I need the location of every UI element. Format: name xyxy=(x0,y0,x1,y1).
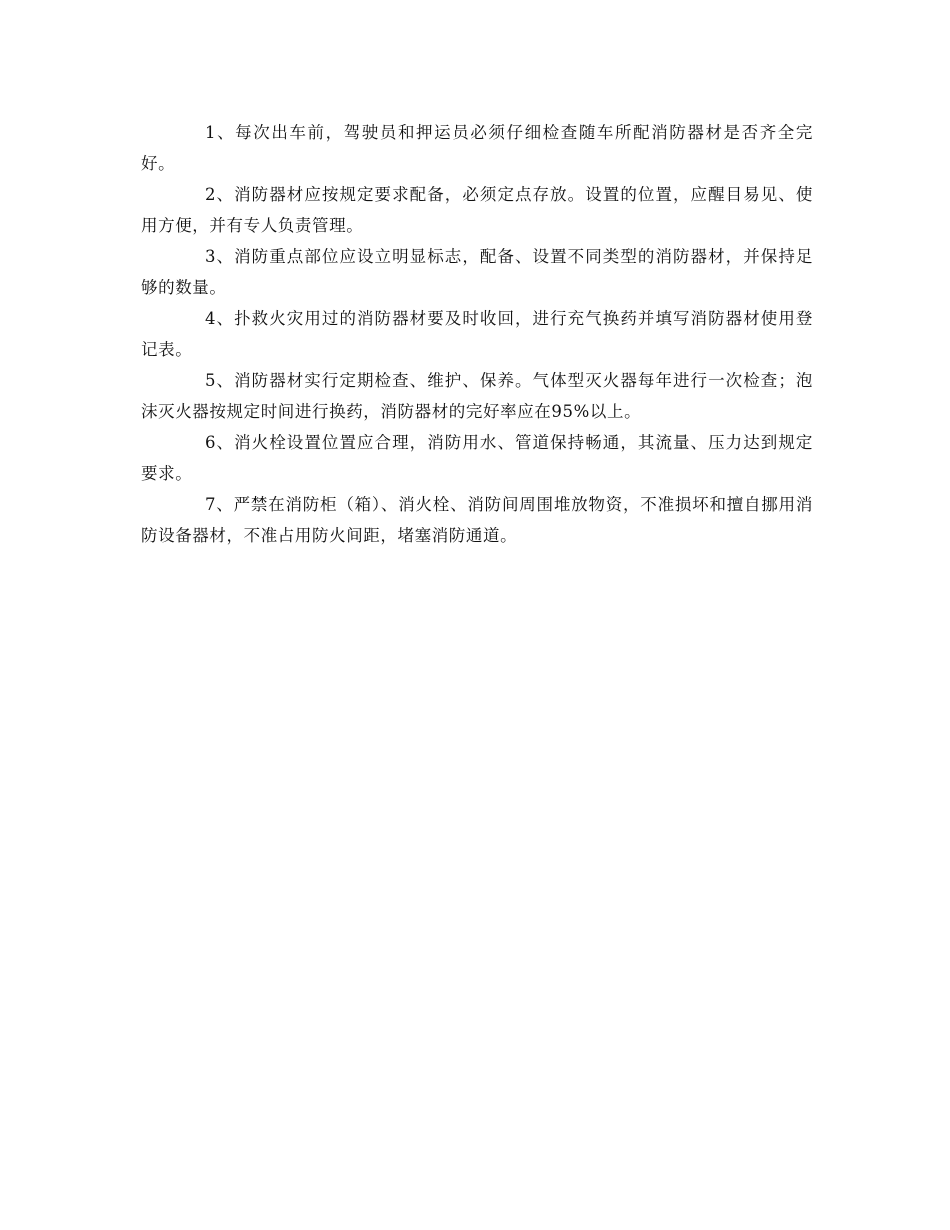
paragraph-1: 1、每次出车前，驾驶员和押运员必须仔细检查随车所配消防器材是否齐全完好。 xyxy=(141,123,813,173)
paragraph-2: 2、消防器材应按规定要求配备，必须定点存放。设置的位置，应醒目易见、使用方便，并有专人负责管理。 xyxy=(141,185,813,235)
document-body xyxy=(141,117,813,551)
paragraph-4: 4、扑救火灾用过的消防器材要及时收回，进行充气换药并填写消防器材使用登记表。 xyxy=(141,309,813,359)
paragraph-5: 5、消防器材实行定期检查、维护、保养。气体型灭火器每年进行一次检查；泡沫灭火器按规定时间进行换药，消防器材的完好率应在95%以上。 xyxy=(141,371,813,421)
paragraph-7: 7、严禁在消防柜（箱）、消火栓、消防间周围堆放物资，不准损坏和擅自挪用消防设备器材，不准占用防火间距，堵塞消防通道。 xyxy=(141,495,813,545)
paragraph-6: 6、消火栓设置位置应合理，消防用水、管道保持畅通，其流量、压力达到规定要求。 xyxy=(141,433,813,483)
paragraph-3: 3、消防重点部位应设立明显标志，配备、设置不同类型的消防器材，并保持足够的数量。 xyxy=(141,247,813,297)
